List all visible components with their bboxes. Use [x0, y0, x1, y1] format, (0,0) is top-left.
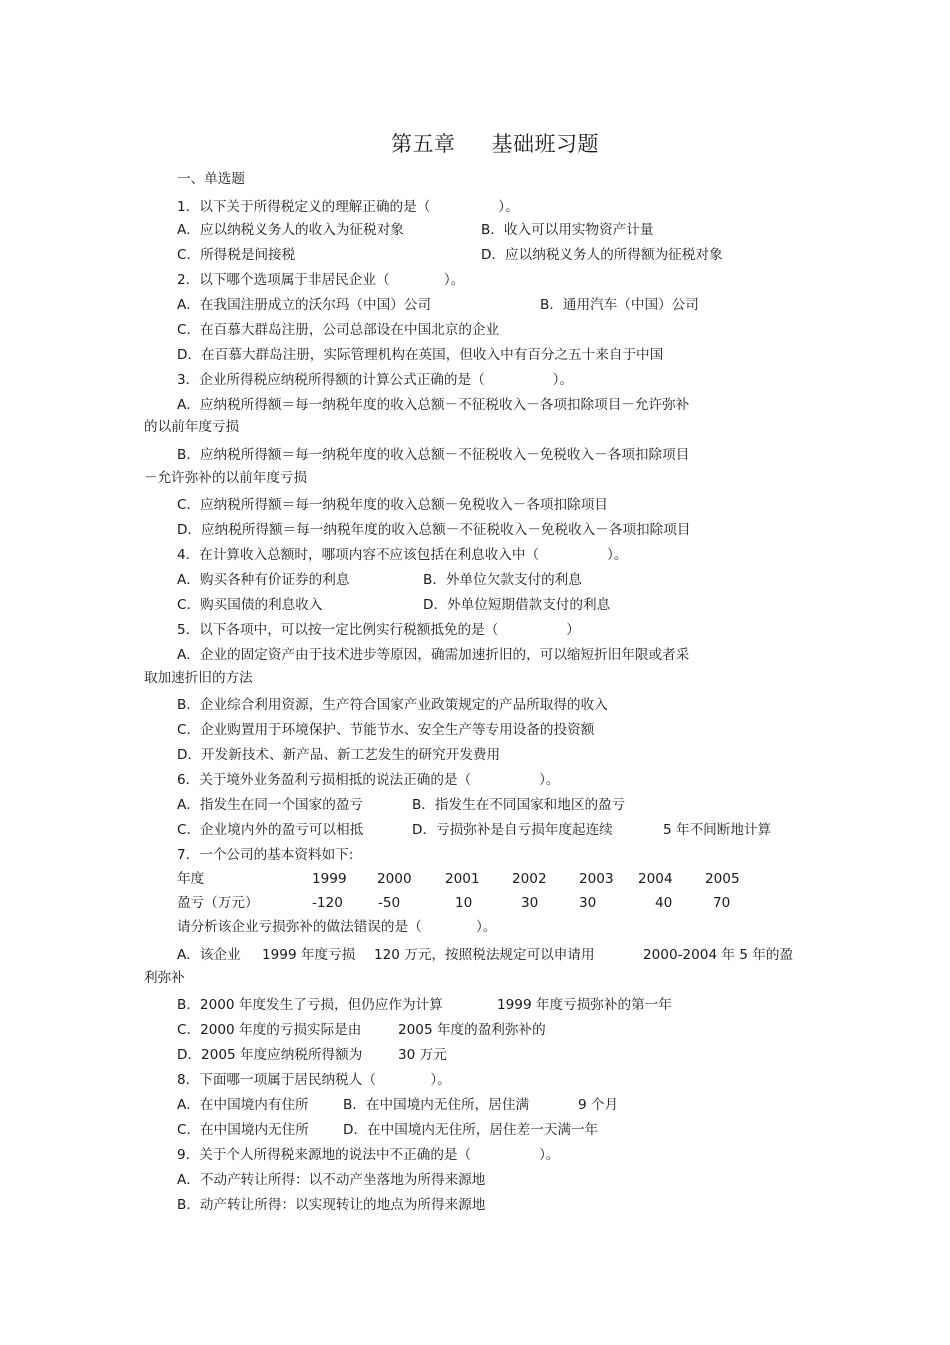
question-4: 4．在计算收入总额时，哪项内容不应该包括在利息收入中（ ）。 [177, 547, 628, 563]
q2-option-c: C．在百慕大群岛注册，公司总部设在中国北京的企业 [177, 322, 500, 338]
table-row-label-year: 年度 [177, 871, 205, 887]
table-value-cell: 10 [455, 895, 473, 911]
q5-option-b: B．企业综合利用资源，生产符合国家产业政策规定的产品所取得的收入 [177, 697, 608, 713]
q7-option-a-part: 1999 年度亏损 [262, 947, 356, 963]
question-2: 2．以下哪个选项属于非居民企业（ ）。 [177, 272, 465, 288]
q8-option-b-part: 9 个月 [578, 1097, 619, 1113]
page-title [0, 128, 950, 158]
q3-option-b: B．应纳税所得额＝每一纳税年度的收入总额－不征税收入－免税收入－各项扣除项目 [177, 447, 690, 463]
question-9: 9．关于个人所得税来源地的说法中不正确的是（ ）。 [177, 1147, 560, 1163]
table-year-cell: 2001 [445, 871, 480, 887]
table-value-cell: 30 [521, 895, 539, 911]
q2-option-b: B．通用汽车（中国）公司 [540, 297, 699, 313]
q1-option-b: B．收入可以用实物资产计量 [481, 222, 654, 238]
q7-option-c: C．2000 年度的亏损实际是由 [177, 1022, 362, 1038]
q5-option-a-cont: 取加速折旧的方法 [144, 670, 253, 686]
q3-option-a: A．应纳税所得额＝每一纳税年度的收入总额－不征税收入－各项扣除项目－允许弥补 [177, 397, 690, 413]
q8-option-c: C．在中国境内无住所 [177, 1122, 309, 1138]
q1-option-d: D．应以纳税义务人的所得额为征税对象 [481, 247, 723, 263]
q6-option-c: C．企业境内外的盈亏可以相抵 [177, 822, 364, 838]
q6-option-d: D．亏损弥补是自亏损年度起连续 [412, 822, 613, 838]
question-5: 5．以下各项中，可以按一定比例实行税额抵免的是（ ） [177, 622, 580, 638]
q4-option-d: D．外单位短期借款支付的利息 [423, 597, 611, 613]
question-7-prompt: 请分析该企业亏损弥补的做法错误的是（ ）。 [177, 919, 497, 935]
table-value-cell: -50 [378, 895, 401, 911]
section-heading: 一、单选题 [177, 171, 245, 187]
q4-option-b: B．外单位欠款支付的利息 [423, 572, 582, 588]
q5-option-d: D．开发新技术、新产品、新工艺发生的研究开发费用 [177, 747, 501, 763]
q1-option-a: A．应以纳税义务人的收入为征税对象 [177, 222, 404, 238]
q5-option-c: C．企业购置用于环境保护、节能节水、安全生产等专用设备的投资额 [177, 722, 595, 738]
q3-option-c: C．应纳税所得额＝每一纳税年度的收入总额－免税收入－各项扣除项目 [177, 497, 608, 513]
q7-option-a-part: 120 万元，按照税法规定可以申请用 [374, 947, 595, 963]
question-7: 7．一个公司的基本资料如下: [177, 847, 354, 863]
q4-option-a: A．购买各种有价证券的利息 [177, 572, 350, 588]
q7-option-a: A．该企业 [177, 947, 241, 963]
q1-option-c: C．所得税是间接税 [177, 247, 296, 263]
table-year-cell: 2004 [638, 871, 673, 887]
q3-option-a-cont: 的以前年度亏损 [144, 419, 240, 435]
question-3: 3．企业所得税应纳税所得额的计算公式正确的是（ ）。 [177, 372, 574, 388]
q7-option-b-part: 1999 年度亏损弥补的第一年 [497, 997, 672, 1013]
q7-option-d: D．2005 年度应纳税所得额为 [177, 1047, 363, 1063]
q9-option-b: B．动产转让所得：以实现转让的地点为所得来源地 [177, 1197, 486, 1213]
q6-option-b: B．指发生在不同国家和地区的盈亏 [412, 797, 626, 813]
table-year-cell: 1999 [312, 871, 347, 887]
table-value-cell: -120 [312, 895, 343, 911]
q8-option-d: D．在中国境内无住所，居住差一天满一年 [343, 1122, 599, 1138]
table-value-cell: 40 [655, 895, 673, 911]
q3-option-b-cont: －允许弥补的以前年度亏损 [144, 470, 308, 486]
q8-option-b: B．在中国境内无住所，居住满 [343, 1097, 530, 1113]
table-year-cell: 2005 [705, 871, 740, 887]
table-value-cell: 30 [579, 895, 597, 911]
table-year-cell: 2002 [512, 871, 547, 887]
q8-option-a: A．在中国境内有住所 [177, 1097, 309, 1113]
q2-option-d: D．在百慕大群岛注册，实际管理机构在英国，但收入中有百分之五十来自于中国 [177, 347, 664, 363]
question-1: 1．以下关于所得税定义的理解正确的是（ ）。 [177, 199, 519, 215]
q7-option-a-part: 2000-2004 年 5 年的盈 [643, 947, 794, 963]
table-row-label-amount: 盈亏（万元） [177, 895, 259, 911]
q2-option-a: A．在我国注册成立的沃尔玛（中国）公司 [177, 297, 431, 313]
table-year-cell: 2003 [579, 871, 614, 887]
question-6: 6．关于境外业务盈利亏损相抵的说法正确的是（ ）。 [177, 772, 560, 788]
q6-option-a: A．指发生在同一个国家的盈亏 [177, 797, 364, 813]
q6-option-d-cont: 5 年不间断地计算 [663, 822, 772, 838]
q5-option-a: A．企业的固定资产由于技术进步等原因，确需加速折旧的，可以缩短折旧年限或者采 [177, 647, 690, 663]
q3-option-d: D．应纳税所得额＝每一纳税年度的收入总额－不征税收入－免税收入－各项扣除项目 [177, 522, 691, 538]
question-8: 8．下面哪一项属于居民纳税人（ ）。 [177, 1072, 451, 1088]
chapter-label: 第五章 [391, 132, 456, 156]
q7-option-c-part: 2005 年度的盈利弥补的 [398, 1022, 546, 1038]
table-year-cell: 2000 [377, 871, 412, 887]
q7-option-a-cont: 利弥补 [144, 970, 185, 986]
q9-option-a: A．不动产转让所得：以不动产坐落地为所得来源地 [177, 1172, 486, 1188]
q7-option-d-part: 30 万元 [398, 1047, 447, 1063]
q4-option-c: C．购买国债的利息收入 [177, 597, 323, 613]
q7-option-b: B．2000 年度发生了亏损，但仍应作为计算 [177, 997, 443, 1013]
table-value-cell: 70 [713, 895, 731, 911]
chapter-name: 基础班习题 [491, 132, 599, 156]
